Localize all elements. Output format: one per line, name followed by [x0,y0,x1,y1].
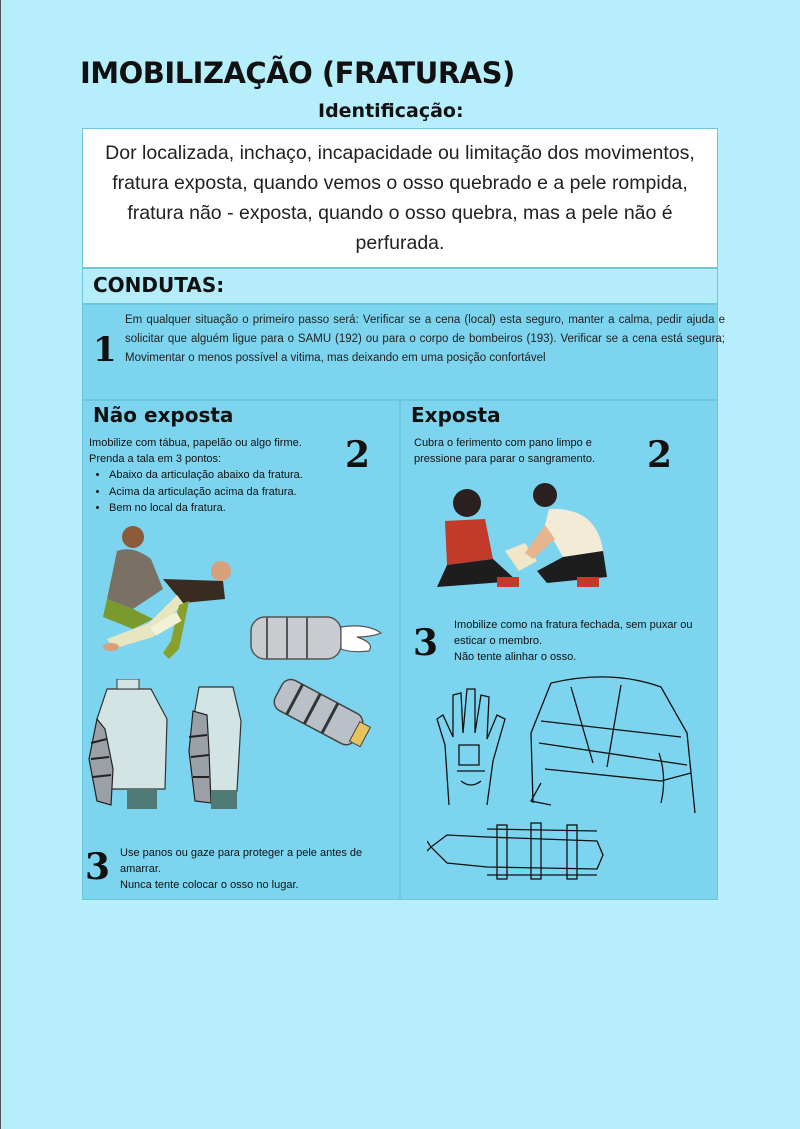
exposta-step3-number: 3 [413,622,439,664]
nao-exposta-step2-line1: Imobilize com tábua, papelão ou algo firme. [89,437,302,449]
nao-exposta-heading: Não exposta [93,403,234,427]
nao-exposta-step3-line2: Nunca tente colocar o osso no lugar. [120,879,299,891]
exposta-heading: Exposta [411,403,501,427]
exposta-step2-number: 2 [647,434,673,476]
nao-exposta-step2-text [89,435,339,517]
man-bandaged-arm-front-illustration [87,679,171,809]
nao-exposta-step3-line1: Use panos ou gaze para proteger a pele antes de amarrar. [120,847,363,875]
man-bandaged-arm-side-illustration [187,681,247,811]
bandaged-hand-illustration [247,607,387,671]
condutas-header [82,268,718,304]
identification-text: Dor localizada, inchaço, incapacidade ou limitação dos movimentos, fratura exposta, quando vemos o osso quebrado e a pele rompida, fratura não - exposta, quando o osso quebra, mas a pele não é perfurada. [105,142,695,254]
page-title: IMOBILIZAÇÃO (FRATURAS) [80,56,515,90]
splinted-arm-illustration [263,673,373,753]
splinting-leg-illustration [93,519,253,679]
splint-points-list [89,467,339,517]
splint-point: • Bem no local da fratura. [109,500,339,517]
arm-sling-sketch-illustration [511,673,711,823]
splint-point: • Abaixo da articulação abaixo da fratura. [109,467,339,484]
step1-number: 1 [93,330,117,370]
exposta-step3-line2: Não tente alinhar o osso. [454,651,577,663]
bandaging-wound-illustration [427,481,617,596]
exposta-panel [400,400,718,900]
forearm-splint-sketch-illustration [427,815,607,881]
identification-heading: Identificação: [318,100,464,122]
nao-exposta-step2-line2: Prenda a tala em 3 pontos: [89,453,222,465]
nao-exposta-step3-text [120,845,395,893]
splint-point: • Acima da articulação acima da fratura. [109,484,339,501]
nao-exposta-step2-number: 2 [345,434,371,476]
step1-panel [82,304,725,400]
page-edge [0,0,1,1129]
nao-exposta-step3-number: 3 [85,846,111,888]
condutas-heading: CONDUTAS: [93,273,225,297]
exposta-step2-text: Cubra o ferimento com pano limpo e pressione para parar o sangramento. [414,437,595,465]
step1-text: Em qualquer situação o primeiro passo será: Verificar se a cena (local) esta seguro, manter a calma, pedir ajuda e solicitar que alguém ligue para o SAMU (192) ou para o corpo de bombeiros (193). Verificar se a cena está segura; Movimentar o menos possível a vitima, mas deixando em uma posição confortável [125,314,725,364]
exposta-step3-text [454,617,699,665]
nao-exposta-panel [82,400,400,900]
hand-splint-sketch-illustration [431,685,513,813]
identification-box [82,128,718,268]
exposta-step3-line1: Imobilize como na fratura fechada, sem puxar ou esticar o membro. [454,619,693,647]
